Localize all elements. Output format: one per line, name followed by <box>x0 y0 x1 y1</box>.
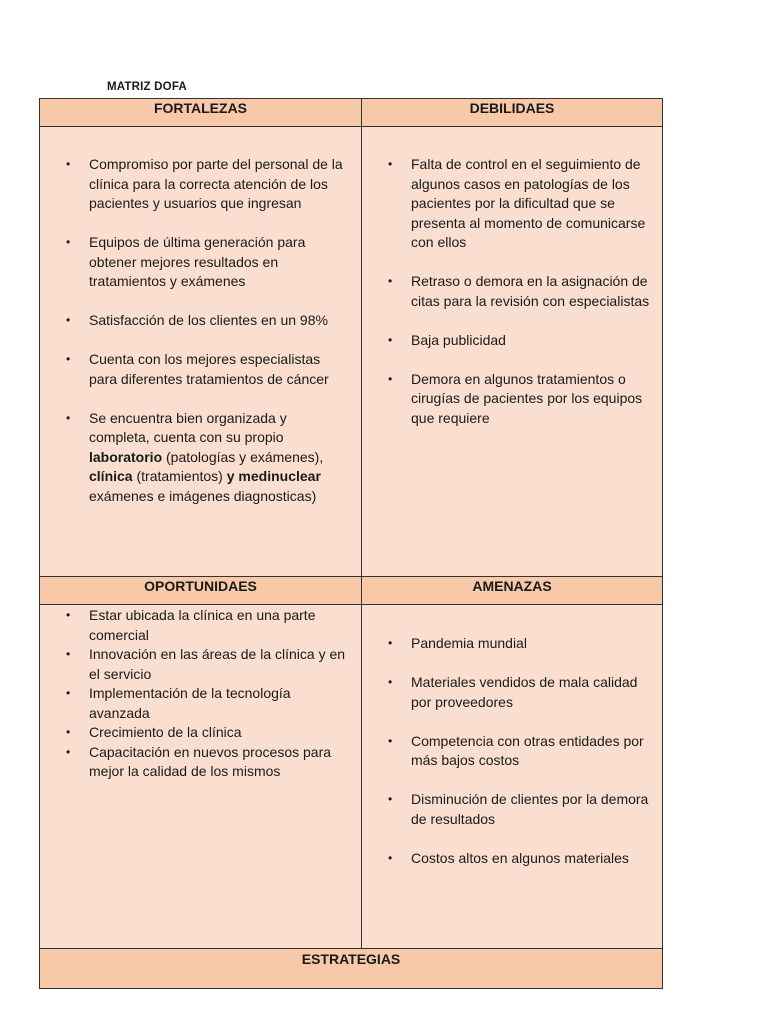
list-item: • Retraso o demora en la asignación de citas para la revisión con especialistas <box>388 273 650 309</box>
list-item: • Costos altos en algunos materiales <box>362 849 662 869</box>
bullet-icon: • <box>66 686 71 700</box>
document-title: MATRIZ DOFA <box>107 81 187 93</box>
list-item: • Satisfacción de los clientes en un 98% <box>40 311 361 331</box>
list-item: • Compromiso por parte del personal de la clínica para la correcta atención de los pacientes y usuarios que ingresan <box>66 156 343 211</box>
bullet-icon: • <box>66 647 71 661</box>
bullet-icon: • <box>388 157 393 171</box>
list-item: • Competencia con otras entidades por más bajos costos <box>388 732 644 768</box>
bullet-icon: • <box>388 850 393 865</box>
header-estrategias: ESTRATEGIAS <box>40 949 663 989</box>
list-item: • Falta de control en el seguimiento de algunos casos en patologías de los pacientes por la dificultad que se presenta al momento de comunicarse con ellos <box>388 156 646 250</box>
list-item: • Se encuentra bien organizada y completa, cuenta con su propio laboratorio (patologías y exámenes), clínica (tratamientos) y medinuclear exámenes e imágenes diagnosticas) <box>66 409 324 504</box>
bullet-icon: • <box>66 410 71 425</box>
header-fortalezas: FORTALEZAS <box>40 99 362 127</box>
bullet-icon: • <box>388 274 393 288</box>
list-item: • Pandemia mundial <box>362 634 662 654</box>
bullet-icon: • <box>388 636 393 650</box>
bullet-icon: • <box>388 371 393 386</box>
amenazas-cell <box>362 605 663 949</box>
list-item: • Materiales vendidos de mala calidad por proveedores <box>388 674 638 710</box>
debilidades-cell <box>362 127 663 577</box>
bullet-icon: • <box>66 235 71 249</box>
header-oportunidades: OPORTUNIDAES <box>40 577 362 605</box>
bullet-icon: • <box>66 725 71 739</box>
bullet-icon: • <box>66 352 71 366</box>
oportunidades-list <box>40 606 361 782</box>
debilidades-list <box>362 155 662 428</box>
bullet-icon: • <box>66 608 71 622</box>
bullet-icon: • <box>388 332 393 347</box>
list-item: • Innovación en las áreas de la clínica y en el servicio <box>66 646 346 682</box>
bullet-icon: • <box>388 675 393 689</box>
bullet-icon: • <box>388 792 393 806</box>
header-amenazas: AMENAZAS <box>362 577 663 605</box>
bullet-icon: • <box>66 157 71 171</box>
header-debilidades: DEBILIDAES <box>362 99 663 127</box>
list-item: • Disminución de clientes por la demora de resultados <box>388 791 649 827</box>
list-item: • Cuenta con los mejores especialistas para diferentes tratamientos de cáncer <box>66 351 329 387</box>
bullet-icon: • <box>388 733 393 748</box>
list-item: • Estar ubicada la clínica en una parte comercial <box>66 607 316 643</box>
bullet-icon: • <box>66 313 71 327</box>
fortalezas-list <box>40 155 361 506</box>
list-item: • Capacitación en nuevos procesos para mejor la calidad de los mismos <box>66 743 332 779</box>
list-item: • Implementación de la tecnología avanzada <box>66 685 291 721</box>
list-item: • Baja publicidad <box>362 331 662 351</box>
dofa-matrix-table <box>39 98 663 989</box>
list-item: • Equipos de última generación para obtener mejores resultados en tratamientos y exámenes <box>66 234 306 289</box>
list-item: • Crecimiento de la clínica <box>40 723 361 743</box>
fortalezas-cell <box>40 127 362 577</box>
oportunidades-cell <box>40 605 362 949</box>
bullet-icon: • <box>66 744 71 759</box>
amenazas-list <box>362 634 662 868</box>
list-item: • Demora en algunos tratamientos o cirugías de pacientes por los equipos que requiere <box>388 370 643 426</box>
